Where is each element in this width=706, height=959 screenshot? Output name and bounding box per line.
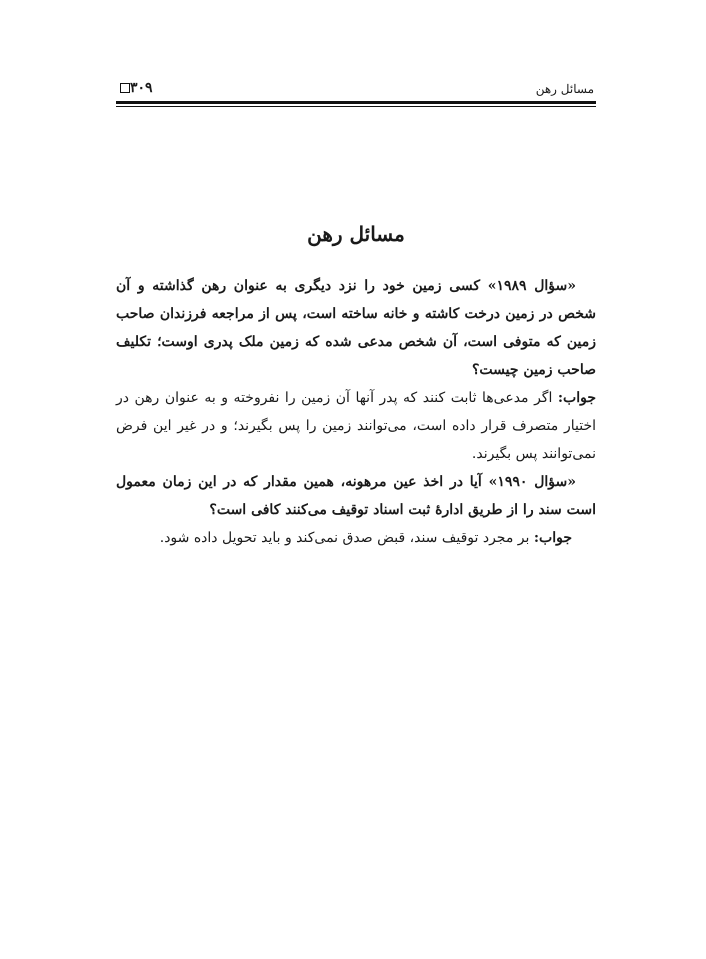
answer-1989 — [116, 384, 596, 468]
answer-1990 — [116, 524, 596, 552]
page-title: مسائل رهن — [307, 222, 405, 246]
question-1990: «سؤال ۱۹۹۰» آیا در اخذ عین مرهونه، همین مقدار که در این زمان معمول است سند را از طریق ادارهٔ ثبت اسناد توقیف می‌کنند کافی است؟ — [116, 474, 596, 518]
header-rule-thin — [116, 106, 596, 107]
document-body — [116, 272, 596, 552]
question-1989: «سؤال ۱۹۸۹» کسی زمین خود را نزد دیگری به عنوان رهن گذاشته و آن شخص در زمین درخت کاشته و خانه ساخته است، پس از مراجعه فرزندان صاحب زمین که متوفی است، آن شخص مدعی شده که زمین ملک پدری اوست؛ تکلیف صاحب زمین چیست؟ — [116, 278, 596, 378]
header-rule-thick — [116, 101, 596, 104]
answer-text: بر مجرد توقیف سند، قبض صدق نمی‌کند و باید تحویل داده شود. — [159, 530, 534, 546]
running-header-title: مسائل رهن — [535, 82, 594, 96]
page-number — [116, 80, 153, 96]
answer-text: اگر مدعی‌ها ثابت کنند که پدر آنها آن زمین را نفروخته و به عنوان رهن در اختیار متصرف قرار داده است، می‌توانند زمین را پس بگیرند؛ و در غیر این فرض نمی‌توانند پس بگیرند. — [116, 390, 596, 462]
answer-label: جواب: — [557, 390, 596, 406]
answer-label: جواب: — [533, 530, 572, 546]
page-header — [116, 80, 596, 98]
page-number-text: ۳۰۹ — [130, 80, 153, 96]
square-icon — [120, 83, 130, 93]
